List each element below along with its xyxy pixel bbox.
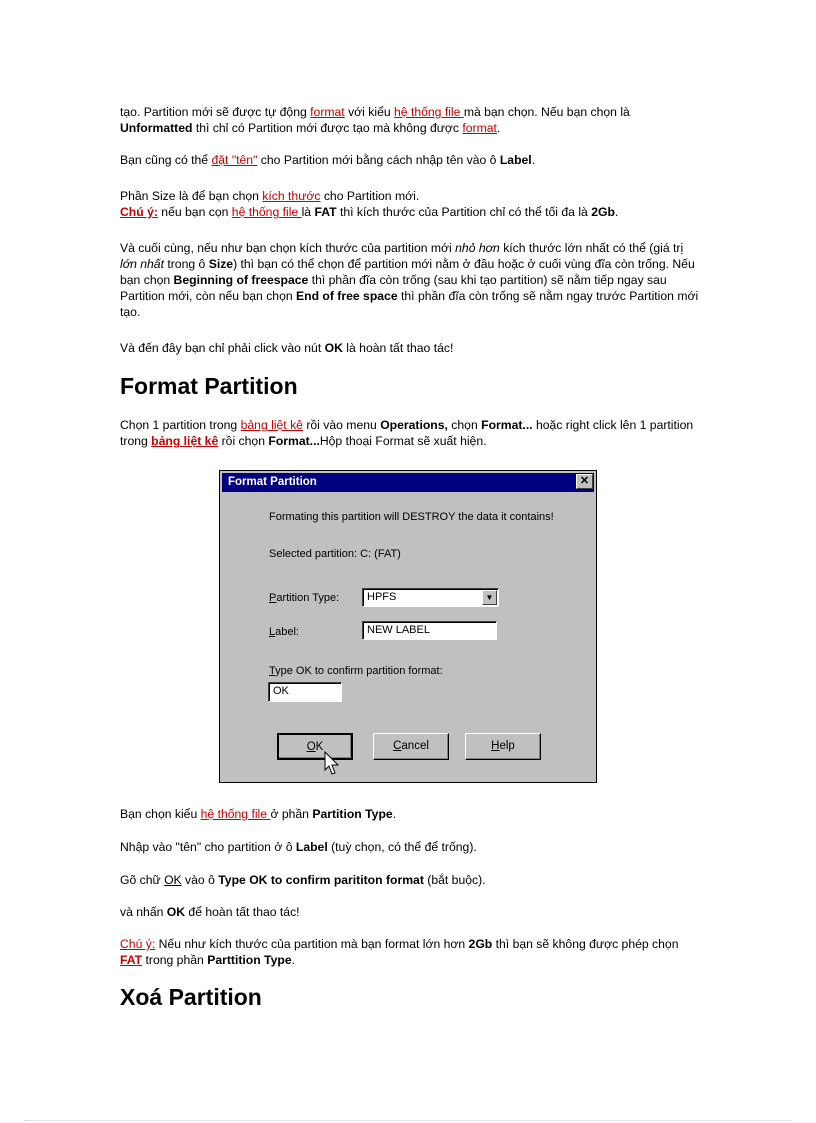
label-input[interactable]: NEW LABEL bbox=[362, 621, 497, 640]
paragraph-enter-name: Nhập vào "tên" cho partition ở ô Label (tuỳ chọn, có thể để trống). bbox=[120, 840, 477, 854]
heading-format-partition: Format Partition bbox=[120, 373, 298, 399]
partition-type-label: Partition Type: bbox=[269, 592, 340, 604]
link-format-2[interactable]: format bbox=[462, 121, 497, 135]
close-icon[interactable]: ✕ bbox=[576, 474, 593, 489]
mouse-cursor-icon bbox=[324, 751, 340, 777]
ok-button[interactable]: OK bbox=[277, 733, 353, 760]
partition-type-select[interactable] bbox=[362, 588, 499, 607]
dialog-warning: Formating this partition will DESTROY the data it contains! bbox=[269, 511, 554, 523]
link-fat[interactable]: FAT bbox=[120, 953, 143, 967]
paragraph-note-fat: Chú ý: Nếu như kích thước của partition mà bạn format lớn hơn 2Gb thì bạn sẽ không được phép chọn FAT trong phần Parttition Type. bbox=[120, 937, 679, 967]
partition-type-value: HPFS bbox=[367, 591, 397, 603]
chevron-down-icon[interactable]: ▼ bbox=[482, 590, 497, 605]
note-label: Chú ý: bbox=[120, 205, 158, 219]
heading-delete-partition: Xoá Partition bbox=[120, 984, 262, 1010]
link-file-system[interactable]: hệ thống file bbox=[394, 105, 464, 119]
help-button[interactable]: Help bbox=[465, 733, 541, 760]
link-list[interactable]: bảng liệt kê bbox=[240, 418, 303, 432]
paragraph-format-intro: tạo. Partition mới sẽ được tự động format với kiểu hệ thống file mà bạn chọn. Nếu bạn chọn là Unformatted thì chỉ có Partition mới được tạo mà không được format. bbox=[120, 105, 630, 135]
link-size[interactable]: kích thước bbox=[262, 189, 321, 203]
note-label-2: Chú ý: bbox=[120, 937, 156, 951]
paragraph-size: Phần Size là để bạn chọn kích thước cho Partition mới. Chú ý: nếu bạn cọn hệ thống file là FAT thì kích thước của Partition chỉ có thể tối đa là 2Gb. bbox=[120, 189, 619, 219]
dialog-title-bar bbox=[222, 473, 594, 492]
confirm-input[interactable]: OK bbox=[268, 682, 342, 702]
link-list-2[interactable]: bảng liệt kê bbox=[151, 434, 219, 448]
paragraph-position: Và cuối cùng, nếu như bạn chọn kích thước của partition mới nhỏ hơn kích thước lớn nhất có thể (giá trị lớn nhất trong ô Size) thì bạn có thể chọn để partition mới nằm ở đầu hoặc ở cuối vùng đĩa còn trống. Nếu bạn chọn Beginning of freespace thì phần đĩa còn trống (sau khi tạo partition) sẽ nằm tiếp ngay sau Partition mới, còn nếu bạn chọn End of free space thì phần đĩa còn trống sẽ nằm ngay trước Partition mới tạo. bbox=[120, 241, 699, 319]
paragraph-type: Bạn chọn kiểu hệ thống file ở phần Partition Type. bbox=[120, 807, 397, 821]
paragraph-finish: Và đến đây bạn chỉ phải click vào nút OK là hoàn tất thao tác! bbox=[120, 341, 454, 355]
link-format[interactable]: format bbox=[310, 105, 345, 119]
paragraph-format-open: Chọn 1 partition trong bảng liệt kê rồi vào menu Operations, chọn Format... hoặc right click lên 1 partition trong bảng liệt kê rồi chọn Format...Hộp thoại Format sẽ xuất hiện. bbox=[120, 418, 694, 448]
paragraph-type-ok: Gõ chữ OK vào ô Type OK to confirm parititon format (bắt buộc). bbox=[120, 873, 486, 887]
cancel-button[interactable]: Cancel bbox=[373, 733, 449, 760]
link-file-system-2[interactable]: hệ thống file bbox=[231, 205, 302, 219]
paragraph-press-ok: và nhấn OK để hoàn tất thao tác! bbox=[120, 905, 300, 919]
confirm-label: Type OK to confirm partition format: bbox=[269, 665, 443, 677]
label-field-label: Label: bbox=[269, 626, 299, 638]
page-footer-divider bbox=[24, 1120, 792, 1121]
link-set-name[interactable]: đặt "tên" bbox=[211, 153, 258, 167]
dialog-title: Format Partition bbox=[228, 476, 317, 488]
paragraph-label: Bạn cũng có thể đặt "tên" cho Partition mới bằng cách nhập tên vào ô Label. bbox=[120, 153, 536, 167]
format-partition-dialog bbox=[219, 470, 597, 783]
link-file-system-3[interactable]: hệ thống file bbox=[200, 807, 271, 821]
dialog-selected-partition: Selected partition: C: (FAT) bbox=[269, 548, 401, 560]
